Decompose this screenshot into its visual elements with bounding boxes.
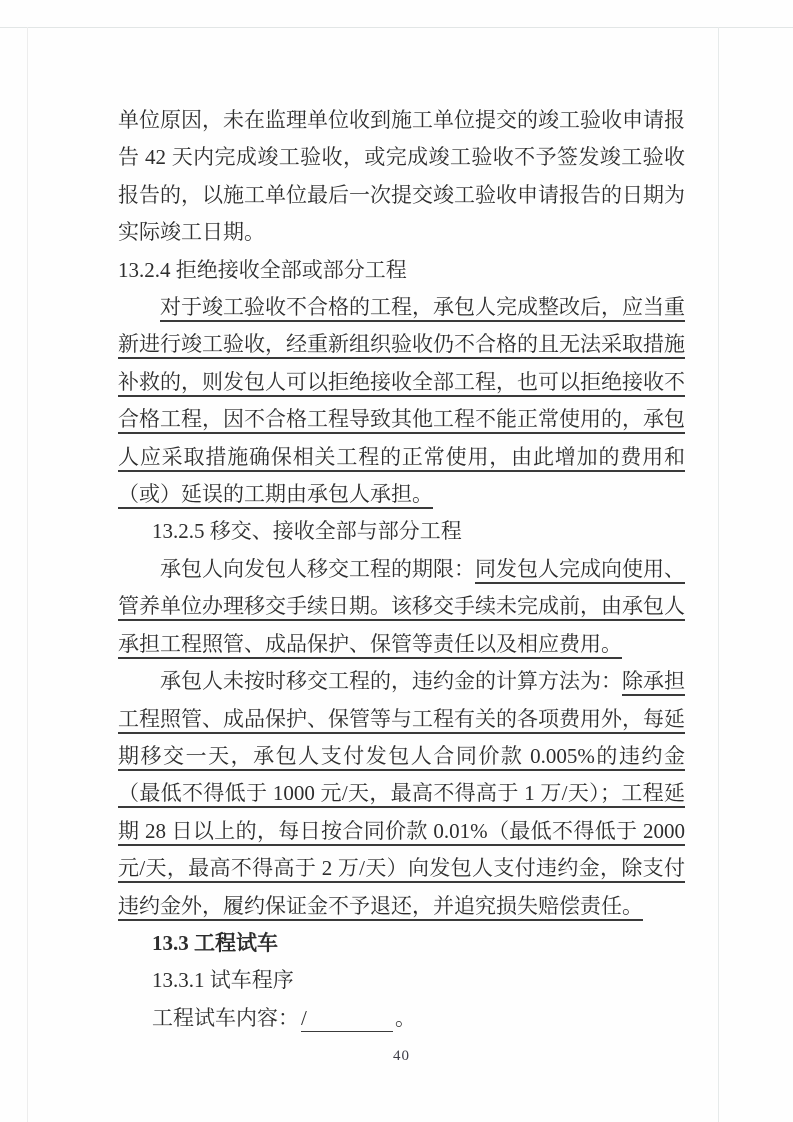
text-run: 承包人向发包人移交工程的期限： [160,556,475,581]
page-number: 40 [393,1048,410,1064]
text-run: 13.3 工程试车 [152,930,278,955]
text-run: 13.3.1 试车程序 [152,968,294,993]
page-scan-edge-left [27,27,28,1122]
clause-paragraph [118,289,685,513]
blank-slash-field: / [301,1005,393,1032]
text-run: 13.2.5 移交、接收全部与部分工程 [152,519,462,544]
text-run: 。 [395,1005,416,1030]
text-run: 13.2.4 拒绝接收全部或部分工程 [118,257,407,282]
document-body [118,102,685,1037]
clause-paragraph [118,663,685,925]
text-run: 工程试车内容： [152,1005,299,1030]
page-scan-edge-top [0,27,793,28]
text-run: 承包人未按时移交工程的，违约金的计算方法为： [160,669,622,694]
clause-paragraph [118,551,685,663]
fill-in-line [118,1000,685,1037]
clause-paragraph [118,102,685,252]
text-run: 除承担工程照管、成品保护、保管等与工程有关的各项费用外，每延期移交一天，承包人支付发包人合同价款 0.005%的违约金（最低不得低于 1000 元/天，最高不得高于 1 万/天）；工程延期 28 日以上的，每日按合同价款 0.01%（最低不得低于 2000 元/天，最高不得高于 2 万/天）向发包人支付违约金，除支付违约金外，履约保证金不予退还，并追究损失赔偿责任。 [118,669,685,918]
text-run: 对于竣工验收不合格的工程，承包人完成整改后，应当重新进行竣工验收，经重新组织验收仍不合格的且无法采取措施补救的，则发包人可以拒绝接收全部工程，也可以拒绝接收不合格工程，因不合格工程导致其他工程不能正常使用的，承包人应采取措施确保相关工程的正常使用，由此增加的费用和（或）延误的工期由承包人承担。 [118,295,685,507]
section-heading [118,962,685,999]
text-run: 单位原因，未在监理单位收到施工单位提交的竣工验收申请报告 42 天内完成竣工验收，或完成竣工验收不予签发竣工验收报告的，以施工单位最后一次提交竣工验收申请报告的日期为实际竣工日期。 [118,108,685,245]
section-heading [118,252,685,289]
section-heading [118,513,685,550]
text-run: 同发包人完成向使用、管养单位办理移交手续日期。该移交手续未完成前，由承包人承担工程照管、成品保护、保管等责任以及相应费用。 [118,556,685,656]
section-heading [118,925,685,962]
page-scan-edge-right [718,27,719,1122]
